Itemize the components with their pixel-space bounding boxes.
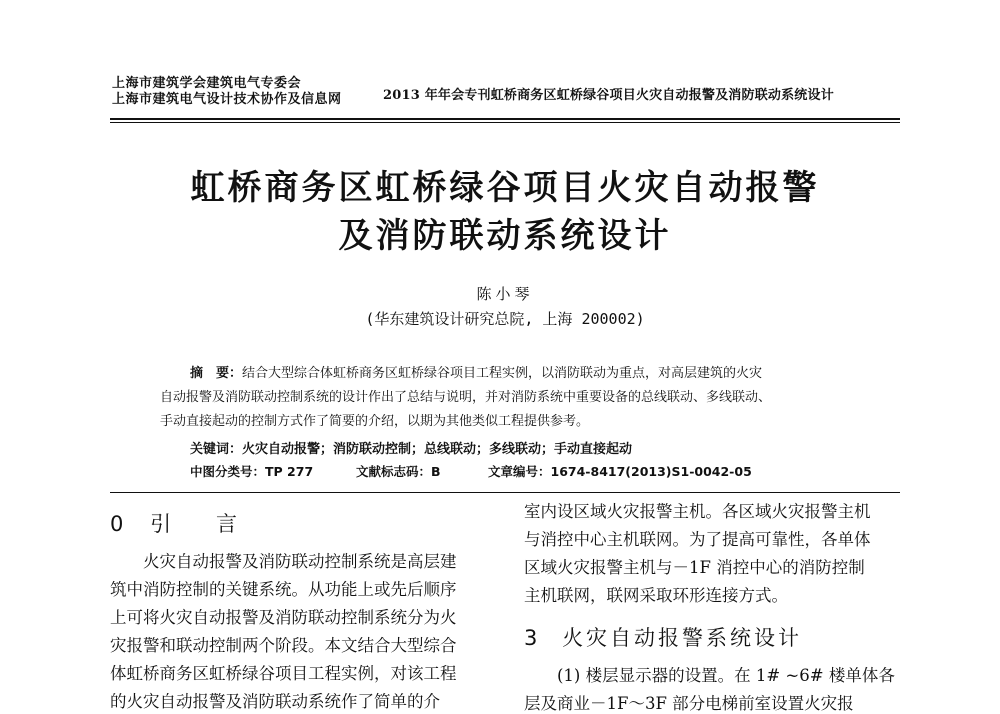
cls-value: TP 277 [265, 464, 314, 479]
document-code [356, 462, 441, 480]
section-0-title: 引 言 [150, 512, 250, 536]
org-line-2: 上海市建筑电气设计技术协作及信息网 [112, 92, 342, 107]
left-paragraph-line: 筑中消防控制的关键系统。从功能上或先后顺序 [110, 580, 457, 599]
classification-number [190, 462, 313, 480]
left-paragraph-line: 体虹桥商务区虹桥绿谷项目工程实例，对该工程 [110, 664, 457, 683]
section-3-number: 3 [524, 626, 538, 650]
right-paragraph-line: 与消控中心主机联网。为了提高可靠性，各单体 [524, 530, 871, 549]
article-number [488, 462, 752, 480]
abstract-label: 摘 要： [190, 366, 243, 381]
left-paragraph-line: 的火灾自动报警及消防联动系统作了简单的介 [110, 692, 440, 711]
author-affiliation: (华东建筑设计研究总院, 上海 200002) [365, 310, 645, 328]
abstract-line-3: 手动直接起动的控制方式作了简要的介绍，以期为其他类似工程提供参考。 [160, 414, 590, 429]
doc-label: 文献标志码： [356, 464, 432, 479]
right-paragraph-line: 层及商业－1F～3F 部分电梯前室设置火灾报 [524, 694, 854, 713]
keywords-label: 关键词： [190, 442, 243, 457]
running-header-title: 2013 年年会专刊虹桥商务区虹桥绿谷项目火灾自动报警及消防联动系统设计 [383, 88, 834, 103]
left-paragraph-line: 上可将火灾自动报警及消防联动控制系统分为火 [110, 608, 457, 627]
section-heading-3 [524, 622, 802, 652]
header-rule-thick [110, 118, 900, 120]
journal-organization [112, 76, 342, 108]
article-label: 文章编号： [488, 464, 551, 479]
left-paragraph-line: 灾报警和联动控制两个阶段。本文结合大型综合 [110, 636, 457, 655]
abstract-divider [110, 492, 900, 493]
author-name: 陈小琴 [476, 285, 534, 303]
keywords [190, 438, 632, 457]
right-paragraph-line: 室内设区域火灾报警主机。各区域火灾报警主机 [524, 502, 871, 521]
abstract-line-2: 自动报警及消防联动控制系统的设计作出了总结与说明，并对消防系统中重要设备的总线联动、多线联动、 [160, 390, 772, 405]
doc-value: B [431, 464, 441, 479]
right-paragraph-line: (1) 楼层显示器的设置。在 1# ~6# 楼单体各 [524, 666, 895, 685]
right-paragraph-line: 区域火灾报警主机与－1F 消控中心的消防控制 [524, 558, 865, 577]
abstract-line-1 [190, 362, 910, 381]
article-title-line-2: 及消防联动系统设计 [338, 216, 672, 256]
keywords-text: 火灾自动报警；消防联动控制；总线联动；多线联动；手动直接起动 [242, 442, 633, 457]
right-paragraph-line: 主机联网，联网采取环形连接方式。 [524, 586, 788, 605]
header-rule-thin [110, 122, 900, 123]
section-3-title: 火灾自动报警系统设计 [562, 626, 803, 650]
article-title-line-1: 虹桥商务区虹桥绿谷项目火灾自动报警 [190, 168, 820, 208]
cls-label: 中图分类号： [190, 464, 266, 479]
section-0-number: 0 [110, 512, 124, 536]
org-line-1: 上海市建筑学会建筑电气专委会 [112, 76, 302, 91]
left-paragraph-line: 火灾自动报警及消防联动控制系统是高层建 [110, 552, 457, 571]
section-heading-0 [110, 508, 249, 538]
article-value: 1674-8417(2013)S1-0042-05 [550, 464, 752, 479]
abstract-text-1: 结合大型综合体虹桥商务区虹桥绿谷项目工程实例，以消防联动为重点，对高层建筑的火灾 [242, 366, 763, 381]
